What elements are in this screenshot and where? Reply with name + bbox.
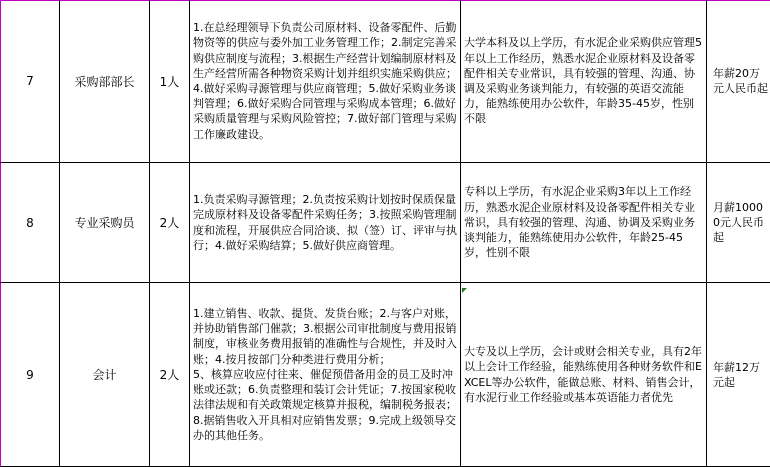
position-name: 采购部部长: [74, 74, 135, 89]
position-cell[interactable]: [60, 0, 150, 163]
count-cell[interactable]: [150, 163, 190, 283]
salary-text: 月薪10000元人民币起: [713, 201, 764, 244]
duties-cell[interactable]: [190, 163, 461, 283]
count-cell[interactable]: [150, 283, 190, 467]
duties-cell[interactable]: [190, 0, 461, 163]
duties-text: 1.建立销售、收款、提货、发货台账；2.与客户对账，并协助销售部门催款；3.根据公司审批制度与费用报销制度，审核业务费用报销的准确性与合规性，并及时入账；4.按月按部门分种类进行费用分析； 5、核算应收应付往来、催促预借备用金的员工及时冲账或还款；6.负责整理和装订会计凭证；7.按国家税收法律法规和有关政策规定核算并报税，编制税务报表；8.据销售收入开具相对应销售发票；9.完成上级领导交办的其他任务。: [193, 307, 457, 442]
row-number: 7: [26, 74, 34, 88]
row-number: 8: [26, 215, 34, 230]
salary-cell[interactable]: [707, 0, 770, 163]
salary-text: 年薪20万元人民币起: [713, 67, 768, 95]
row-number-cell[interactable]: [0, 163, 60, 283]
requirements-text: 大学本科及以上学历，有水泥企业采购供应管理5年以上工作经历，熟悉水泥企业原材料及设备零配件相关专业常识，具有较强的管理、沟通、协调及采购业务谈判能力，有较强的英语交流能力，能熟练使用办公软件，年龄35-45岁，性别不限: [464, 36, 702, 126]
position-name: 专业采购员: [74, 216, 135, 230]
salary-text: 年薪12万元起: [713, 360, 760, 389]
requirements-text: 大专及以上学历，会计或财会相关专业，具有2年以上会计工作经验，能熟练使用各种财务软件和EXCEL等办公软件，能做总账、材料、销售会计，有水泥行业工作经验或基本英语能力者优先: [464, 345, 702, 404]
position-cell[interactable]: [60, 283, 150, 467]
requirements-text: 专科以上学历，有水泥企业采购3年以上工作经历，熟悉水泥企业原材料及设备零配件相关专业常识，具有较强的管理、沟通、协调及采购业务谈判能力，能熟练使用办公软件，年龄25-45岁，性别不限: [464, 185, 695, 260]
position-name: 会计: [92, 368, 117, 382]
table-row: [0, 283, 770, 467]
duties-text: 1.负责采购寻源管理；2.负责按采购计划按时保质保量完成原材料及设备零配件采购任务；3.按照采购管理制度和流程，开展供应合同洽谈、拟（签）订、评审与执行；4.做好采购结算；5.做好供应商管理。: [193, 193, 457, 252]
duties-text: 1.在总经理领导下负责公司原材料、设备零配件、后勤物资等的供应与委外加工业务管理工作；2.制定完善采购供应制度与流程；3.根据生产经营计划编制原材料及生产经营所需各种物资采购计划并组织实施采购供应；4.做好采购寻源管理与供应商管理；5.做好采购业务谈判管理；6.做好采购合同管理与采购成本管理；6.做好采购质量管理与采购风险管控；7.做好部门管理与采购工作廉政建设。: [193, 21, 457, 141]
requirements-cell[interactable]: [461, 0, 707, 163]
table-row: [0, 0, 770, 163]
row-number: 9: [26, 367, 34, 382]
salary-cell[interactable]: [707, 283, 770, 467]
count-cell[interactable]: [150, 0, 190, 163]
row-number-cell[interactable]: [0, 0, 60, 163]
comment-indicator: [462, 288, 467, 293]
duties-cell[interactable]: [190, 283, 461, 467]
row-number-cell[interactable]: [0, 283, 60, 467]
requirements-cell[interactable]: [461, 163, 707, 283]
position-cell[interactable]: [60, 163, 150, 283]
salary-cell[interactable]: [707, 163, 770, 283]
requirements-cell[interactable]: [461, 283, 707, 467]
table-row: [0, 163, 770, 283]
headcount: 2人: [159, 216, 180, 230]
headcount: 2人: [159, 368, 180, 382]
headcount: 1人: [159, 74, 180, 89]
